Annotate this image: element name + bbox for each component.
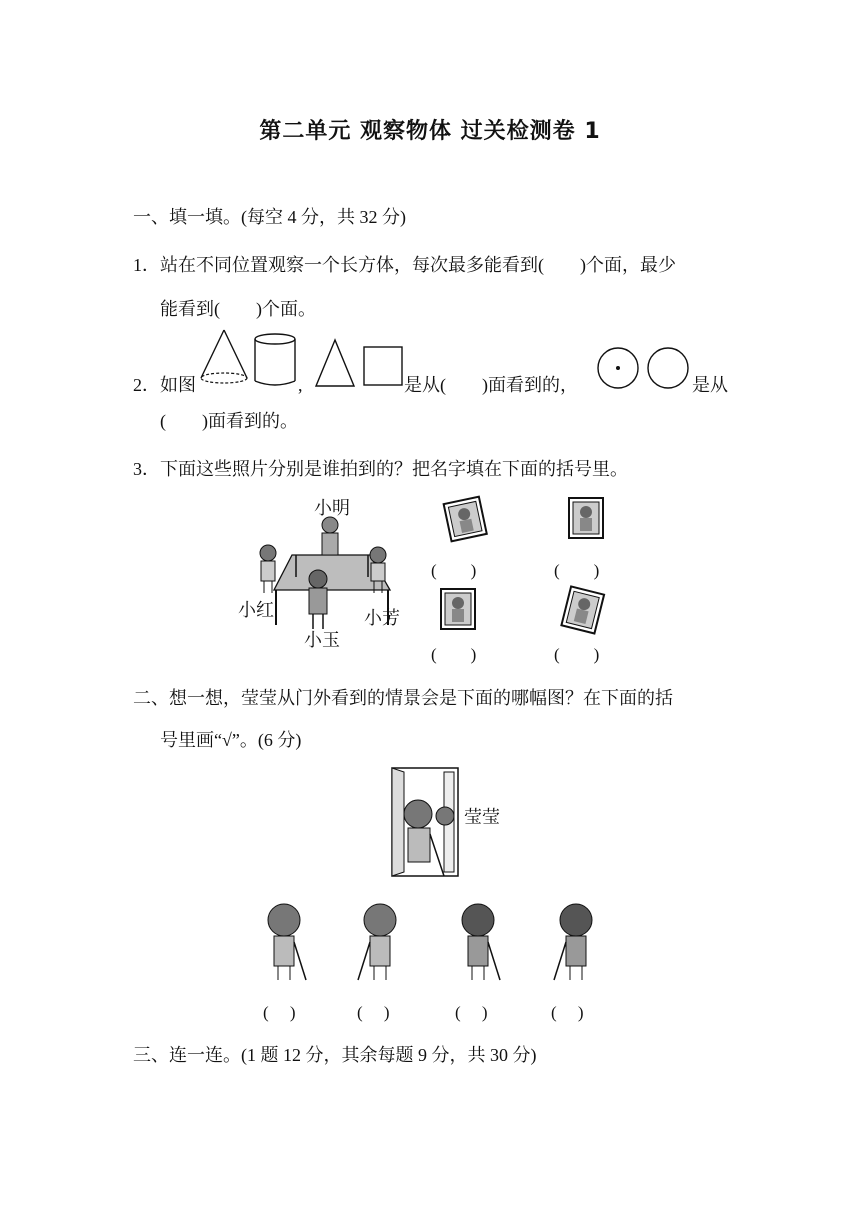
question-2-prefix: 2．如图 [133,375,196,395]
photo-2-icon [564,494,608,542]
option-2-answer-bracket[interactable]: ( ) [357,1003,390,1022]
question-2-line-2: ( )面看到的。 [160,411,298,431]
option-3-answer-bracket[interactable]: ( ) [455,1003,488,1022]
cylinder-icon [252,333,298,387]
photo-2-answer-bracket[interactable]: ( ) [554,561,600,580]
question-3: 3．下面这些照片分别是谁拍到的？把名字填在下面的括号里。 [133,459,628,479]
question-1-line-2: 能看到( )个面。 [160,299,316,319]
page-title: 第二单元 观察物体 过关检测卷 1 [259,119,601,144]
section-1-header: 一、填一填。(每空 4 分，共 32 分) [133,207,406,227]
circle-with-dot-icon [596,346,640,390]
section-2-line-2: 号里画“√”。(6 分) [160,730,302,750]
name-xiaoyu: 小玉 [304,630,340,651]
square-icon [363,346,403,386]
option-3-figure-icon [450,900,506,986]
option-4-figure-icon [548,900,604,986]
option-4-answer-bracket[interactable]: ( ) [551,1003,584,1022]
comma-text: , [298,375,303,395]
option-1-answer-bracket[interactable]: ( ) [263,1003,296,1022]
option-1-figure-icon [258,900,314,986]
circle-icon [646,346,690,390]
photo-1-icon [441,494,489,542]
photo-3-icon [436,584,480,634]
name-xiaoming: 小明 [314,498,350,519]
label-yingying: 莹莹 [464,807,500,828]
name-xiaohong: 小红 [238,600,274,621]
door-scene-illustration [388,764,468,882]
photo-4-answer-bracket[interactable]: ( ) [554,645,600,664]
option-2-figure-icon [352,900,408,986]
triangle-icon [313,338,357,388]
section-2-line-1: 二、想一想，莹莹从门外看到的情景会是下面的哪幅图？在下面的括 [133,688,673,708]
question-2-suffix: 是从 [692,375,728,395]
photo-3-answer-bracket[interactable]: ( ) [431,645,477,664]
name-xiaofang: 小芳 [364,608,400,629]
question-2-middle: 是从( )面看到的， [404,375,578,395]
photo-1-answer-bracket[interactable]: ( ) [431,561,477,580]
section-3-header: 三、连一连。(1 题 12 分，其余每题 9 分，共 30 分) [133,1045,537,1065]
cone-front-view-icon [198,328,250,386]
photo-4-icon [559,584,607,634]
question-1-line-1: 1．站在不同位置观察一个长方体，每次最多能看到( )个面，最少 [133,255,676,275]
